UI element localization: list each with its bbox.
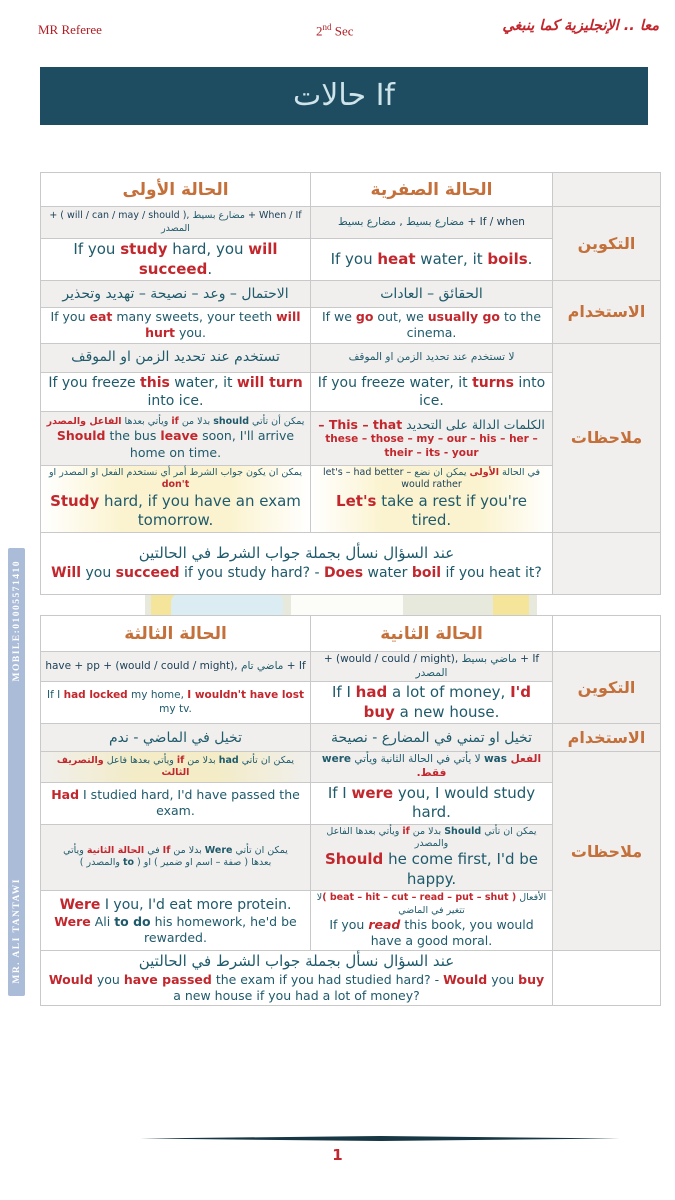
cell-second-formation: If + ماضي بسيط ,(would / could / might) + المصدر <box>311 652 553 682</box>
cell-second-were-example: If I were you, I would study hard. <box>311 782 553 824</box>
label-usage-2: الاستخدام <box>553 724 661 752</box>
cell-third-formation: If + ماضي تام ,(would / could / might) + have + pp <box>41 652 311 682</box>
page-title: حالات If <box>40 67 648 125</box>
cell-zero-formation: If / when + مضارع بسيط , مضارع بسيط <box>311 207 553 239</box>
grade-word: Sec <box>331 23 354 39</box>
cell-first-time-example: If you freeze this water, it will turn into ice. <box>41 372 311 411</box>
cell-second-formation-example: If I had a lot of money, I'd buy a new house. <box>311 682 553 724</box>
second-case-header: الحالة الثانية <box>311 616 553 652</box>
cell-second-should-note: يمكن ان تأتي Should بدلا من if ويأتي بعدها الفاعل والمصدر Should he come first, I'd be happy. <box>311 824 553 891</box>
cell-zero-usage-example: If we go out, we usually go to the cinema. <box>311 308 553 344</box>
teacher-name: MR. ALI TANTAWI <box>11 878 22 984</box>
cell-first-usage: الاحتمال – وعد – نصيحة – تهديد وتحذير <box>41 281 311 308</box>
label-notes-2: ملاحظات <box>553 752 661 951</box>
cell-question-row: عند السؤال نسأل بجملة جواب الشرط في الحالتين Will you succeed if you study hard? - Does water boil if you heat it? <box>41 532 553 594</box>
label-notes: ملاحظات <box>553 343 661 532</box>
cell-first-usage-example: If you eat many sweets, your teeth will hurt you. <box>41 308 311 344</box>
cell-second-usage: تخيل او تمني في المضارع - نصيحة <box>311 724 553 752</box>
label-header-cell-2 <box>553 616 661 652</box>
cell-zero-lets-note: في الحالة الأولى يمكن ان نضع let's – had better – would rather Let's take a rest if you're tired. <box>311 465 553 532</box>
cell-zero-formation-example: If you heat water, it boils. <box>311 239 553 281</box>
cell-third-had-example: Had I studied hard, I'd have passed the exam. <box>41 782 311 824</box>
cell-zero-usage: الحقائق – العادات <box>311 281 553 308</box>
grade-number: 2 <box>316 23 323 39</box>
zero-case-header: الحالة الصفرية <box>311 173 553 207</box>
table-if-cases-2-3 <box>40 615 661 1006</box>
contact-sidebar <box>8 548 25 996</box>
cell-third-were-examples: Were I you, I'd eat more protein. Were Ali to do his homework, he'd be rewarded. <box>41 891 311 951</box>
cell-third-formation-example: If I had locked my home, I wouldn't have lost my tv. <box>41 682 311 724</box>
cell-zero-time-note: لا تستخدم عند تحديد الزمن او الموقف <box>311 343 553 372</box>
cell-question-row-2: عند السؤال نسأل بجملة جواب الشرط في الحالتين Would you have passed the exam if you had studied hard? - Would you buy a new house if you had a lot of money? <box>41 951 553 1006</box>
label-formation: التكوين <box>553 207 661 281</box>
label-usage: الاستخدام <box>553 281 661 344</box>
cell-first-imperative-note: يمكن ان يكون جواب الشرط أمر أي نستخدم الفعل او المصدر او don't Study hard, if you have an exam tomorrow. <box>41 465 311 532</box>
slogan-text: معا .. الإنجليزية كما ينبغي <box>502 18 659 34</box>
cell-third-had-note: يمكن ان تأتي had بدلا من if ويأتي بعدها فاعل والتصريف الثالث <box>41 752 311 782</box>
third-case-header: الحالة الثالثة <box>41 616 311 652</box>
label-question-empty-2 <box>553 951 661 1006</box>
cell-second-read-note: الأفعال ( beat – hit – cut – read – put – shut )لا تتغير في الماضي If you read this book, you would have a good moral. <box>311 891 553 951</box>
cell-first-formation-example: If you study hard, you will succeed. <box>41 239 311 281</box>
author-name: MR Referee <box>38 22 102 37</box>
mobile-number: MOBILE:01005571410 <box>11 560 22 682</box>
grade-label <box>316 22 354 39</box>
label-formation-2: التكوين <box>553 652 661 724</box>
page-number: 1 <box>332 1146 343 1164</box>
footer-divider <box>140 1136 620 1141</box>
label-question-empty <box>553 532 661 594</box>
cell-third-usage: تخيل في الماضي - ندم <box>41 724 311 752</box>
cell-first-formation: When / If + مضارع بسيط ,( will / can / may / should ) + المصدر <box>41 207 311 239</box>
first-case-header: الحالة الأولى <box>41 173 311 207</box>
table-if-cases-0-1 <box>40 172 661 595</box>
cell-third-were-note: يمكن ان تأتي Were بدلا من If في الحالة الثانية ويأتي بعدها ( صفة – اسم او ضمير ) او ( to والمصدر ) <box>41 824 311 891</box>
label-header-cell <box>553 173 661 207</box>
cell-first-time-note: تستخدم عند تحديد الزمن او الموقف <box>41 343 311 372</box>
cell-second-was-were-note: الفعل was لا يأتي في الحالة الثانية ويأتي were فقط. <box>311 752 553 782</box>
grade-ordinal: nd <box>322 22 332 32</box>
cell-first-should-note: يمكن أن تأتي should بدلا من if ويأتي بعدها الفاعل والمصدر Should the bus leave soon, I'll arrive home on time. <box>41 411 311 465</box>
cell-zero-determiners-note: الكلمات الدالة على التحديد This – that – these – those – my – our – his – her – their – its - your <box>311 411 553 465</box>
cell-zero-time-example: If you freeze water, it turns into ice. <box>311 372 553 411</box>
